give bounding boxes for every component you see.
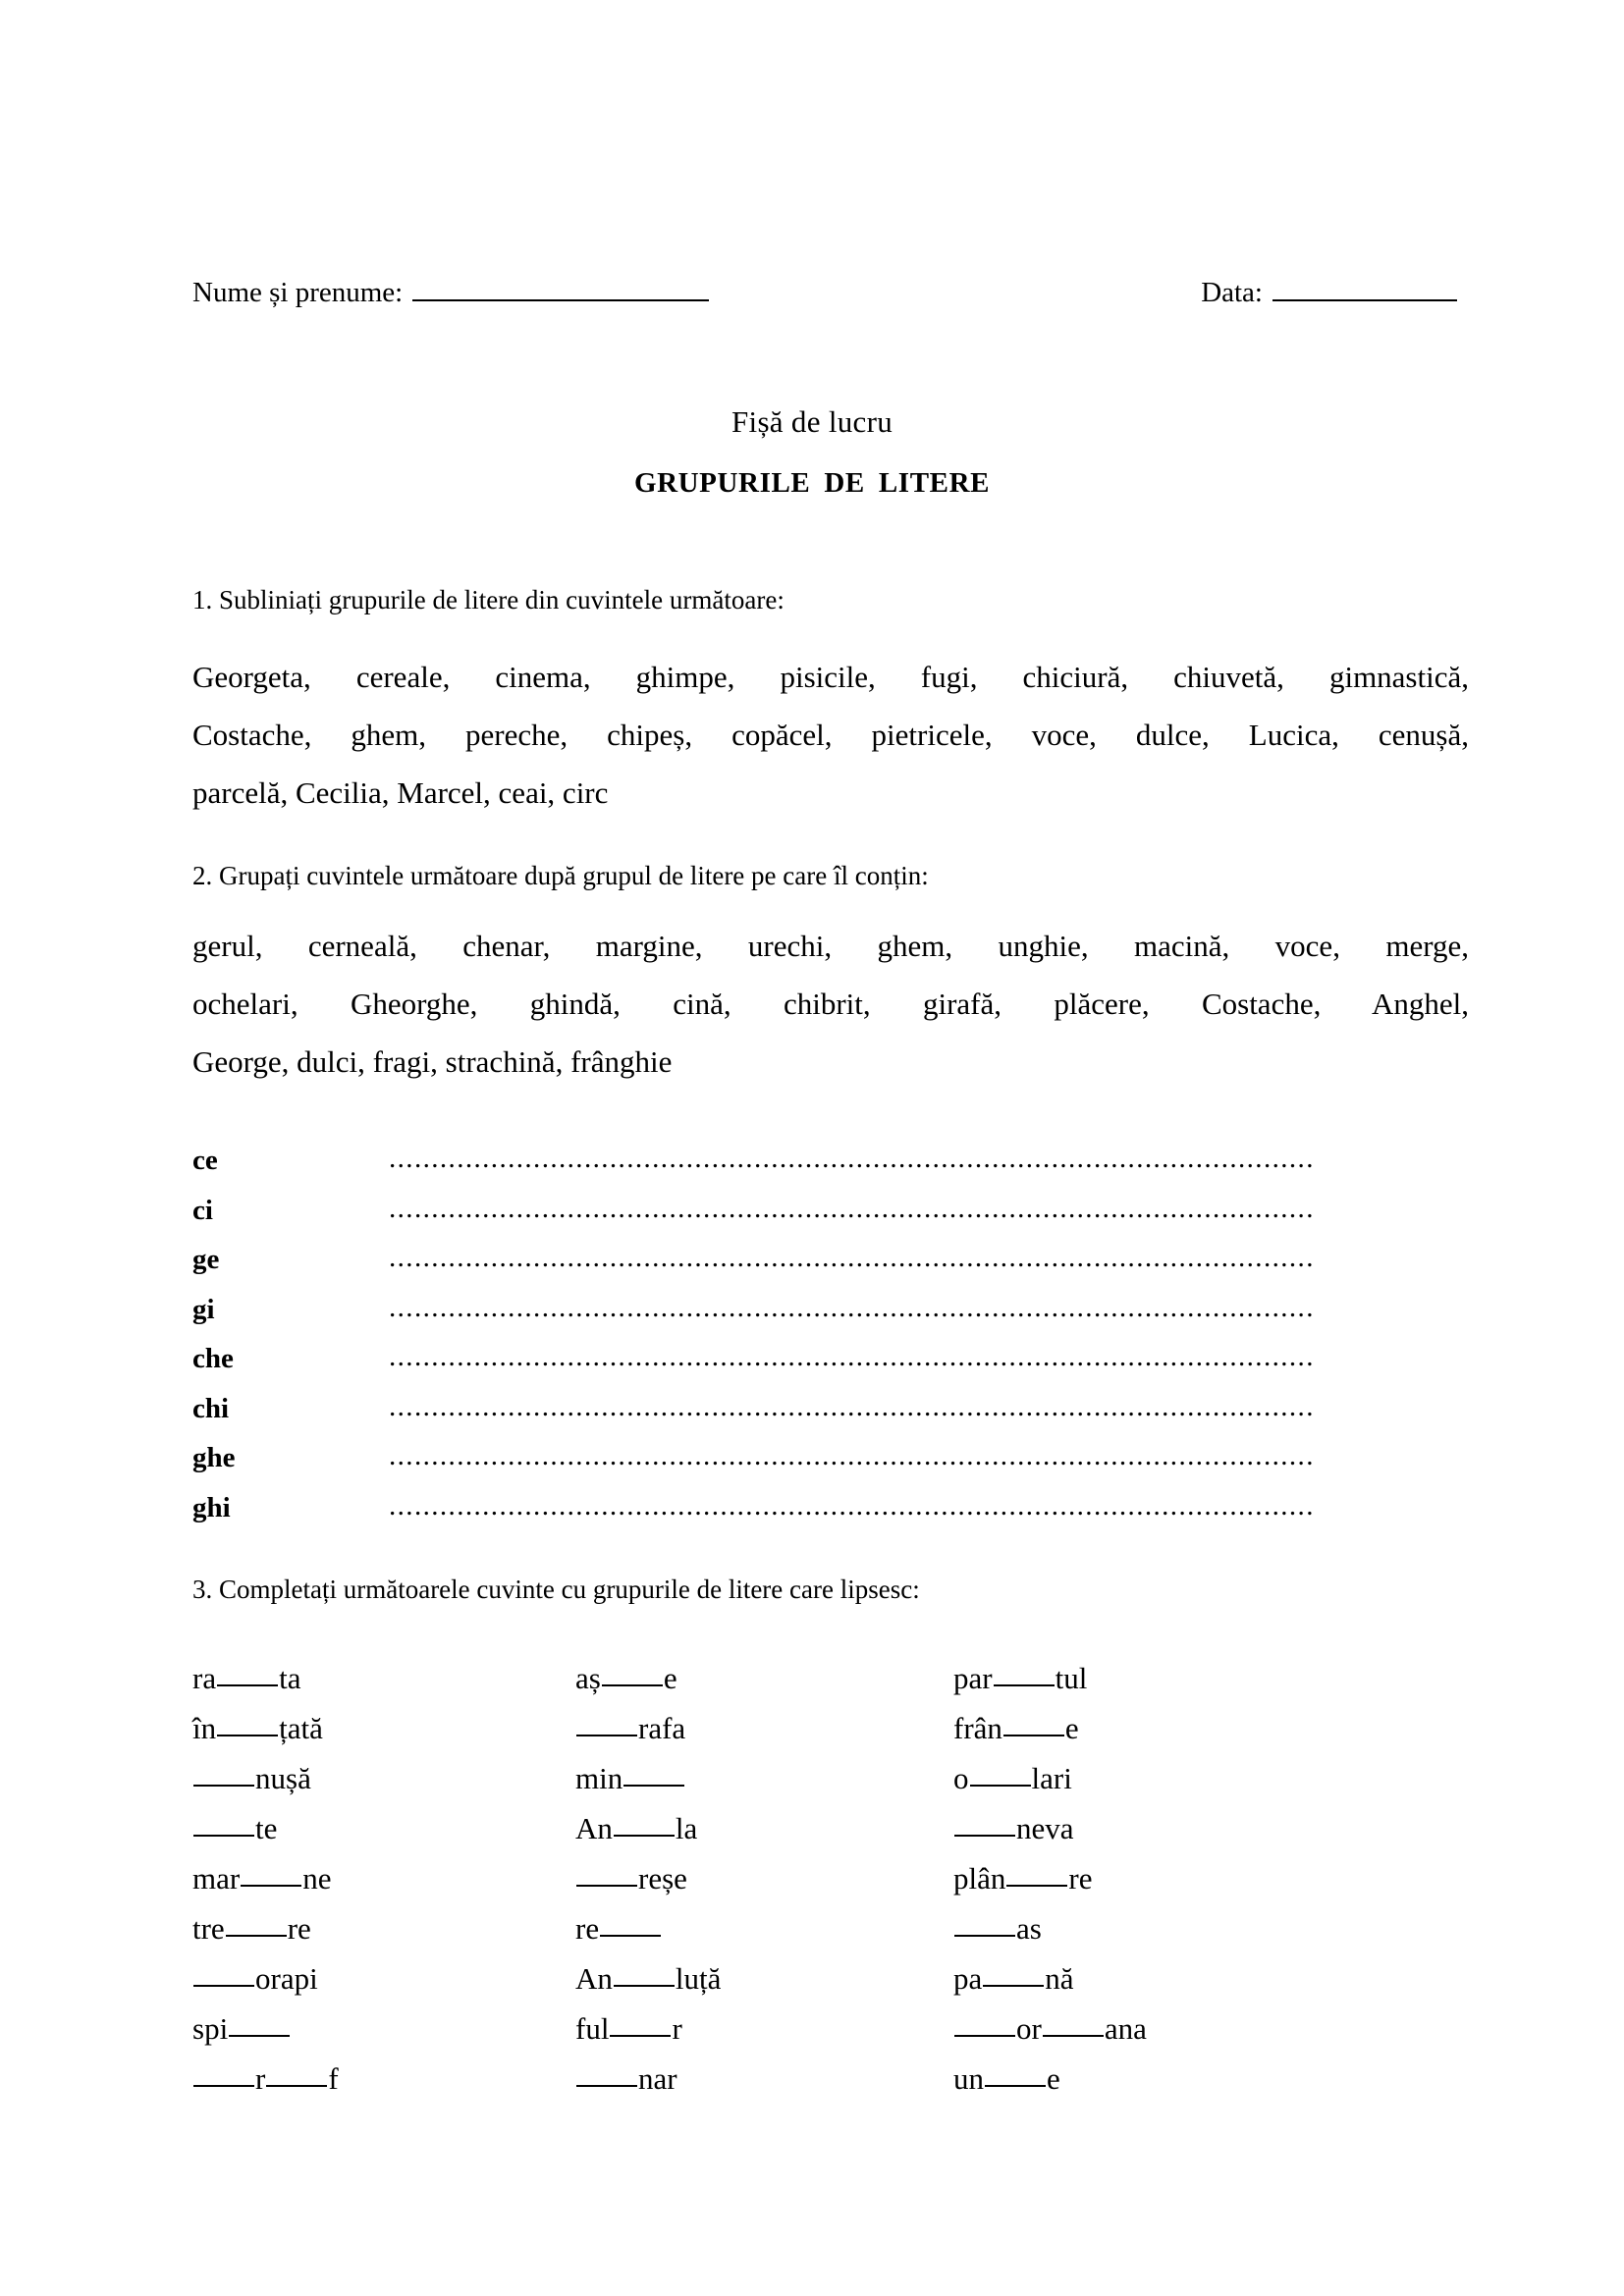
letter-group-row-che xyxy=(192,1343,1469,1393)
fill-prefix: ra xyxy=(192,1661,217,1695)
letter-group-answer-gi[interactable]: ............................................................................................................. xyxy=(389,1291,1315,1323)
exercise-2-line-2: ochelari, Gheorghe, ghindă, cină, chibrit, girafă, plăcere, Costache, Anghel, xyxy=(192,987,1469,1021)
fill-prefix: An xyxy=(575,1961,613,1996)
fill-blank[interactable] xyxy=(954,1834,1015,1837)
fill-row xyxy=(192,1661,1469,1711)
letter-group-label-ci: ci xyxy=(192,1194,213,1226)
fill-word[interactable] xyxy=(575,1861,953,1896)
fill-prefix: re xyxy=(575,1911,600,1946)
fill-word[interactable] xyxy=(953,1861,1469,1896)
fill-word[interactable] xyxy=(192,1961,575,1997)
fill-row xyxy=(192,1761,1469,1811)
fill-blank[interactable] xyxy=(193,1984,254,1987)
letter-group-answer-ci[interactable]: ............................................................................................................. xyxy=(389,1192,1315,1224)
exercise-3-fill-grid xyxy=(192,1661,1469,2111)
fill-row xyxy=(192,1911,1469,1961)
header-fields xyxy=(192,277,1469,309)
fill-blank[interactable] xyxy=(600,1934,661,1937)
fill-prefix: frân xyxy=(953,1711,1002,1745)
fill-middle: r xyxy=(255,2061,266,2096)
letter-group-answer-chi[interactable]: ............................................................................................................. xyxy=(389,1390,1315,1422)
fill-word[interactable] xyxy=(953,1761,1469,1796)
fill-word[interactable] xyxy=(192,1661,575,1696)
fill-row xyxy=(192,2011,1469,2061)
fill-blank-2[interactable] xyxy=(266,2084,327,2087)
fill-word[interactable] xyxy=(192,2011,575,2047)
letter-group-answer-ghe[interactable]: ............................................................................................................. xyxy=(389,1440,1315,1471)
exercise-1-line-3: parcelă, Cecilia, Marcel, ceai, circ xyxy=(192,775,609,810)
name-field-rule[interactable] xyxy=(412,298,709,301)
letter-group-answer-list xyxy=(192,1145,1469,1541)
exercise-3-prompt: 3. Completați următoarele cuvinte cu grupurile de litere care lipsesc: xyxy=(192,1575,920,1604)
fill-word[interactable] xyxy=(192,2061,575,2097)
letter-group-label-ghe: ghe xyxy=(192,1442,236,1473)
fill-word[interactable] xyxy=(575,2011,953,2047)
date-field-label: Data: xyxy=(1201,277,1263,308)
fill-suffix: lari xyxy=(1031,1761,1072,1795)
fill-suffix: rafa xyxy=(638,1711,686,1745)
fill-word[interactable] xyxy=(575,1661,953,1696)
fill-row xyxy=(192,1711,1469,1761)
fill-prefix: ful xyxy=(575,2011,610,2046)
fill-word[interactable] xyxy=(953,1911,1469,1947)
fill-middle: or xyxy=(1016,2011,1042,2046)
fill-suffix: țată xyxy=(279,1711,323,1745)
document-title xyxy=(0,467,1624,500)
fill-prefix: spi xyxy=(192,2011,229,2046)
letter-group-answer-ghi[interactable]: ............................................................................................................. xyxy=(389,1489,1315,1522)
fill-blank[interactable] xyxy=(954,1934,1015,1937)
name-field-label: Nume și prenume: xyxy=(192,277,404,308)
letter-group-row-ce xyxy=(192,1145,1469,1195)
fill-word[interactable] xyxy=(953,2061,1469,2097)
fill-suffix: as xyxy=(1016,1911,1042,1946)
letter-group-row-ghi xyxy=(192,1489,1469,1542)
fill-blank-2[interactable] xyxy=(1043,2034,1104,2037)
letter-group-label-ghi: ghi xyxy=(192,1491,231,1523)
fill-suffix: r xyxy=(672,2011,682,2046)
fill-prefix: tre xyxy=(192,1911,225,1946)
fill-prefix: o xyxy=(953,1761,969,1795)
letter-group-row-ci xyxy=(192,1192,1469,1245)
fill-suffix: nar xyxy=(638,2061,677,2096)
fill-suffix: ana xyxy=(1104,2011,1147,2046)
fill-blank[interactable] xyxy=(985,2084,1046,2087)
fill-blank[interactable] xyxy=(217,1683,278,1686)
fill-prefix: pa xyxy=(953,1961,983,1996)
fill-word[interactable] xyxy=(953,1661,1469,1696)
fill-prefix: un xyxy=(953,2061,984,2096)
fill-blank[interactable] xyxy=(576,1734,637,1736)
date-field[interactable] xyxy=(1201,277,1457,309)
fill-blank[interactable] xyxy=(193,1834,254,1837)
fill-blank[interactable] xyxy=(1006,1884,1067,1887)
exercise-1-line-1: Georgeta, cereale, cinema, ghimpe, pisicile, fugi, chiciură, chiuvetă, gimnastică, xyxy=(192,660,1469,694)
fill-suffix: ta xyxy=(279,1661,301,1695)
fill-row xyxy=(192,2061,1469,2111)
letter-group-row-gi xyxy=(192,1291,1469,1344)
document-subtitle: Fișă de lucru xyxy=(731,404,893,439)
fill-prefix: mar xyxy=(192,1861,241,1896)
fill-blank[interactable] xyxy=(1003,1734,1064,1736)
fill-row xyxy=(192,1861,1469,1911)
fill-word[interactable] xyxy=(953,1811,1469,1846)
letter-group-row-chi xyxy=(192,1390,1469,1443)
fill-prefix: plân xyxy=(953,1861,1006,1896)
fill-suffix: nușă xyxy=(255,1761,311,1795)
fill-blank[interactable] xyxy=(241,1884,301,1887)
letter-group-answer-ge[interactable]: ............................................................................................................. xyxy=(389,1242,1315,1273)
letter-group-row-ge xyxy=(192,1244,1469,1294)
exercise-1-prompt: 1. Subliniați grupurile de litere din cuvintele următoare: xyxy=(192,585,785,614)
fill-suffix: reșe xyxy=(638,1861,687,1896)
fill-suffix: luță xyxy=(675,1961,722,1996)
letter-group-label-chi: chi xyxy=(192,1392,230,1424)
fill-blank[interactable] xyxy=(983,1984,1044,1987)
fill-suffix: e xyxy=(663,1661,677,1695)
fill-prefix: An xyxy=(575,1811,613,1845)
fill-word[interactable] xyxy=(192,1711,575,1746)
fill-blank[interactable] xyxy=(193,2084,254,2087)
fill-blank[interactable] xyxy=(610,2034,671,2037)
fill-suffix: e xyxy=(1047,2061,1060,2096)
fill-suffix: e xyxy=(1064,1711,1079,1745)
fill-word[interactable] xyxy=(192,1811,575,1846)
fill-suffix: orapi xyxy=(255,1961,318,1996)
exercise-1-wordlist xyxy=(192,648,1469,822)
fill-word[interactable] xyxy=(575,1761,953,1796)
fill-blank[interactable] xyxy=(954,2034,1015,2037)
fill-word[interactable] xyxy=(953,1711,1469,1746)
fill-blank[interactable] xyxy=(614,1834,675,1837)
fill-prefix: min xyxy=(575,1761,623,1795)
exercise-1-line-2: Costache, ghem, pereche, chipeș, copăcel, pietricele, voce, dulce, Lucica, cenușă, xyxy=(192,718,1469,752)
letter-group-label-che: che xyxy=(192,1343,234,1374)
exercise-2-line-1: gerul, cerneală, chenar, margine, urechi, ghem, unghie, macină, voce, merge, xyxy=(192,929,1469,963)
fill-word[interactable] xyxy=(953,2011,1469,2047)
letter-group-answer-che[interactable]: ............................................................................................................. xyxy=(389,1341,1315,1372)
fill-prefix: par xyxy=(953,1661,993,1695)
fill-blank[interactable] xyxy=(217,1734,278,1736)
fill-word[interactable] xyxy=(575,1811,953,1846)
document-title-word-1: GRUPURILE xyxy=(633,467,811,499)
date-field-rule[interactable] xyxy=(1272,298,1457,301)
fill-word[interactable] xyxy=(192,1761,575,1796)
fill-word[interactable] xyxy=(953,1961,1469,1997)
fill-word[interactable] xyxy=(192,1911,575,1947)
fill-word[interactable] xyxy=(575,1911,953,1947)
fill-blank[interactable] xyxy=(229,2034,290,2037)
fill-blank[interactable] xyxy=(614,1984,675,1987)
letter-group-label-gi: gi xyxy=(192,1293,215,1325)
fill-suffix: nă xyxy=(1045,1961,1074,1996)
fill-prefix: aș xyxy=(575,1661,601,1695)
fill-prefix: în xyxy=(192,1711,217,1745)
fill-row xyxy=(192,1811,1469,1861)
fill-suffix: ne xyxy=(302,1861,332,1896)
fill-word[interactable] xyxy=(192,1861,575,1896)
exercise-2-line-3: George, dulci, fragi, strachină, frânghie xyxy=(192,1044,673,1079)
fill-word[interactable] xyxy=(575,1961,953,1997)
letter-group-label-ge: ge xyxy=(192,1244,220,1275)
fill-blank[interactable] xyxy=(602,1683,663,1686)
fill-suffix: tul xyxy=(1055,1661,1088,1695)
fill-suffix: la xyxy=(675,1811,698,1845)
fill-blank[interactable] xyxy=(970,1784,1031,1787)
fill-blank[interactable] xyxy=(576,2084,637,2087)
exercise-2-wordlist xyxy=(192,917,1469,1091)
fill-suffix: re xyxy=(1068,1861,1093,1896)
fill-blank[interactable] xyxy=(226,1934,287,1937)
fill-blank[interactable] xyxy=(623,1784,684,1787)
fill-blank[interactable] xyxy=(576,1884,637,1887)
letter-group-row-ghe xyxy=(192,1442,1469,1492)
fill-suffix: f xyxy=(328,2061,339,2096)
fill-suffix: neva xyxy=(1016,1811,1074,1845)
fill-word[interactable] xyxy=(575,2061,953,2097)
fill-row xyxy=(192,1961,1469,2011)
fill-blank[interactable] xyxy=(994,1683,1055,1686)
fill-suffix: te xyxy=(255,1811,278,1845)
letter-group-answer-ce[interactable]: ............................................................................................................. xyxy=(389,1143,1315,1174)
fill-suffix: re xyxy=(287,1911,311,1946)
fill-blank[interactable] xyxy=(193,1784,254,1787)
document-title-word-3: LITERE xyxy=(878,467,991,499)
name-field[interactable] xyxy=(192,277,709,309)
fill-word[interactable] xyxy=(575,1711,953,1746)
document-title-word-2: DE xyxy=(824,467,865,499)
exercise-2-prompt: 2. Grupați cuvintele următoare după grupul de litere pe care îl conțin: xyxy=(192,861,929,890)
letter-group-label-ce: ce xyxy=(192,1145,218,1176)
